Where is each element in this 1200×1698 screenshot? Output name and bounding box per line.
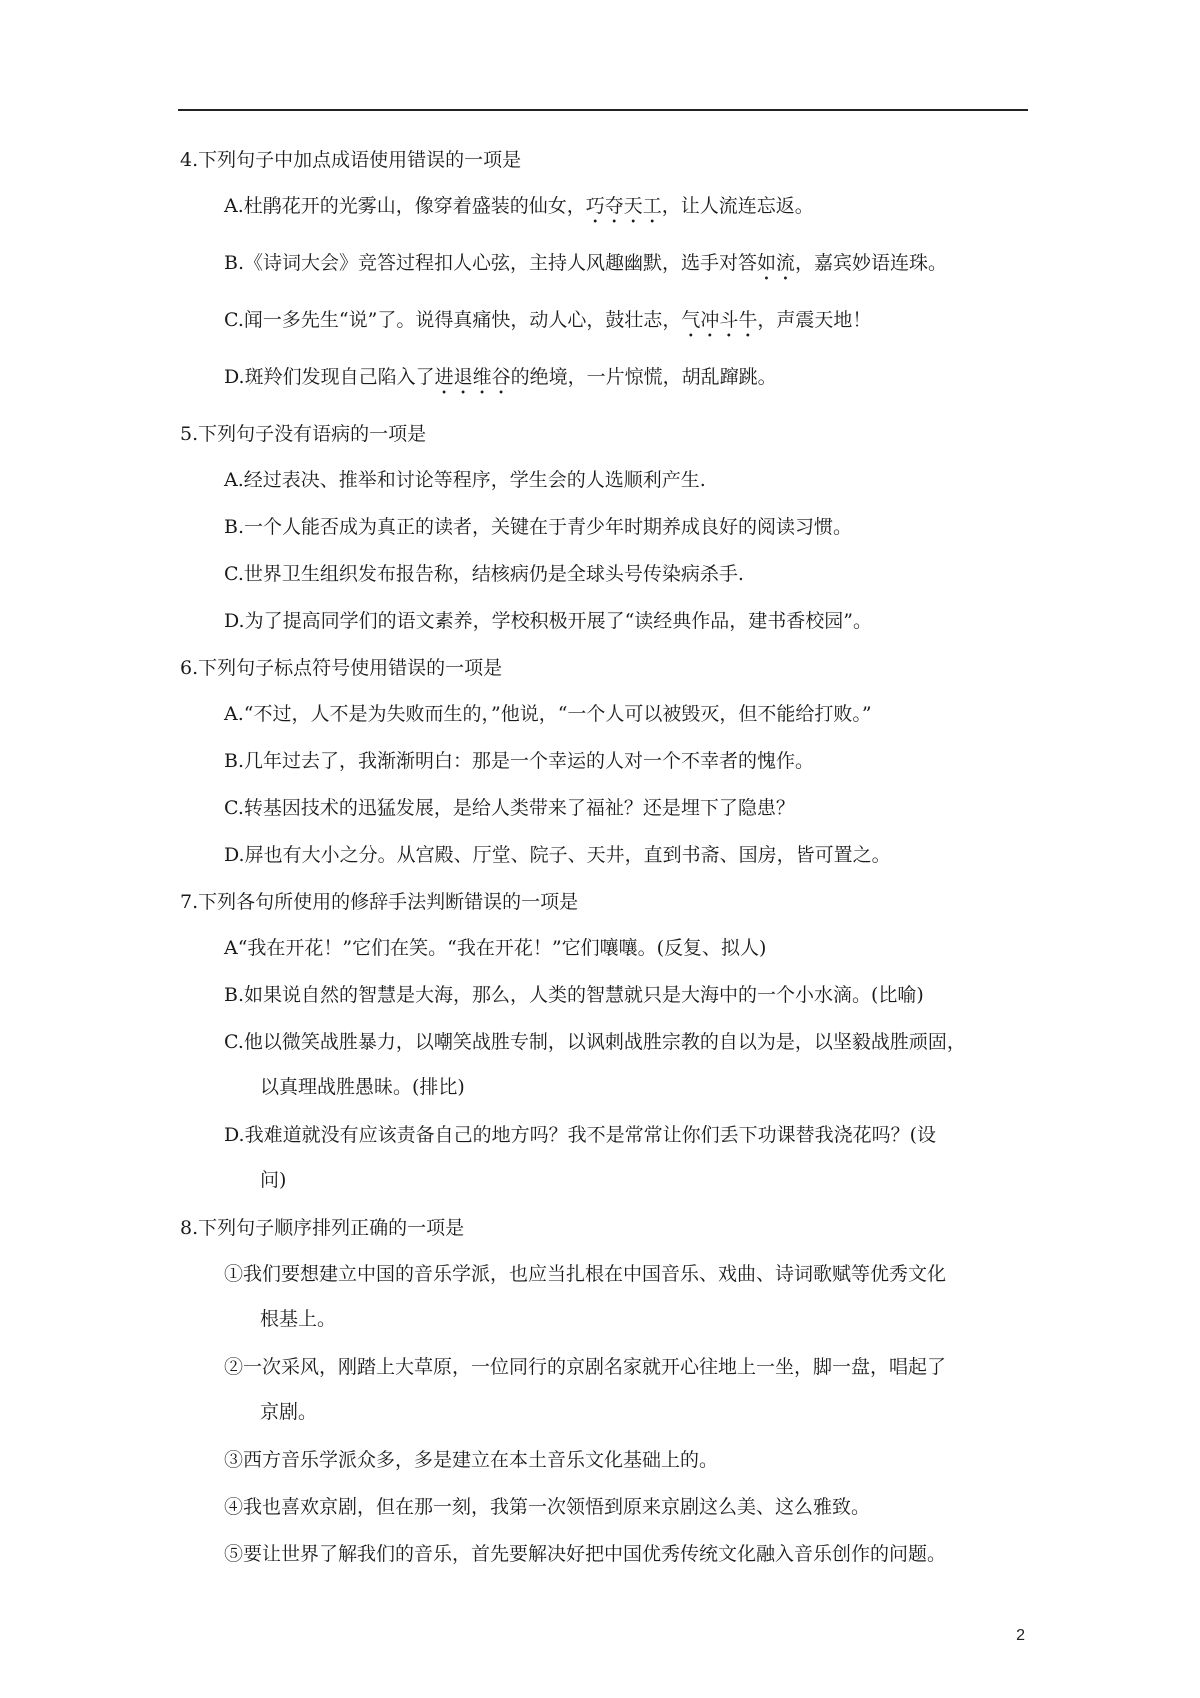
question-8-sentence-1: ①我们要想建立中国的音乐学派，也应当扎根在中国音乐、戏曲、诗词歌赋等优秀文化 xyxy=(224,1263,947,1285)
question-8-sentence-4: ④我也喜欢京剧，但在那一刻，我第一次领悟到原来京剧这么美、这么雅致。 xyxy=(224,1496,871,1518)
question-7-option-c: C.他以微笑战胜暴力，以嘲笑战胜专制，以讽刺战胜宗教的自以为是，以坚毅战胜顽固， xyxy=(224,1031,966,1053)
question-7-option-d-continued: 问) xyxy=(260,1169,287,1191)
question-8-sentence-3: ③西方音乐学派众多，多是建立在本土音乐文化基础上的。 xyxy=(224,1449,719,1471)
question-page xyxy=(180,148,1040,1589)
question-6-option-c: C.转基因技术的迅猛发展，是给人类带来了福祉？还是埋下了隐患？ xyxy=(224,797,795,819)
dotted-idiom: 如流 xyxy=(757,252,796,274)
question-5-option-b: B.一个人能否成为真正的读者，关键在于青少年时期养成良好的阅读习惯。 xyxy=(224,516,853,538)
question-5-title: 5.下列句子没有语病的一项是 xyxy=(180,423,427,445)
option-text: ，让人流连忘返。 xyxy=(661,195,814,217)
question-7-title: 7.下列各句所使用的修辞手法判断错误的一项是 xyxy=(180,891,579,913)
question-8-title: 8.下列句子顺序排列正确的一项是 xyxy=(180,1217,465,1239)
option-text: ，声震天地！ xyxy=(757,309,872,331)
question-6-title: 6.下列句子标点符号使用错误的一项是 xyxy=(180,657,503,679)
dotted-idiom: 进退维谷 xyxy=(434,366,511,388)
question-5-option-c: C.世界卫生组织发布报告称，结核病仍是全球头号传染病杀手. xyxy=(224,563,744,585)
option-text: A.杜鹃花开的光雾山，像穿着盛装的仙女， xyxy=(224,195,586,217)
option-text: C.闻一多先生“说”了。说得真痛快，动人心，鼓壮志， xyxy=(224,309,682,331)
option-text: ，嘉宾妙语连珠。 xyxy=(795,252,948,274)
page-number: 2 xyxy=(1016,1627,1025,1644)
option-text: B.《诗词大会》竞答过程扣人心弦，主持人风趣幽默，选手对答 xyxy=(224,252,758,274)
question-6-option-b: B.几年过去了，我渐渐明白：那是一个幸运的人对一个不幸者的愧作。 xyxy=(224,750,815,772)
question-5-option-d: D.为了提高同学们的语文素养，学校积极开展了“读经典作品，建书香校园”。 xyxy=(224,610,873,632)
question-4-title: 4.下列句子中加点成语使用错误的一项是 xyxy=(180,149,522,171)
option-text: 的绝境，一片惊慌，胡乱蹿跳。 xyxy=(510,366,777,388)
dotted-idiom: 气冲斗牛 xyxy=(681,309,758,331)
dotted-idiom: 巧夺天工 xyxy=(585,195,662,217)
question-5-option-a: A.经过表决、推举和讨论等程序，学生会的人选顺利产生. xyxy=(224,469,706,491)
question-8-sentence-2-continued: 京剧。 xyxy=(260,1401,318,1423)
question-7-option-c-continued: 以真理战胜愚昧。(排比) xyxy=(260,1076,465,1098)
question-7-option-a: A“我在开花！”它们在笑。“我在开花！”它们嚷嚷。(反复、拟人) xyxy=(224,937,767,959)
option-text: D.斑羚们发现自己陷入了 xyxy=(224,366,435,388)
question-8-sentence-5: ⑤要让世界了解我们的音乐，首先要解决好把中国优秀传统文化融入音乐创作的问题。 xyxy=(224,1543,947,1565)
question-7-option-b: B.如果说自然的智慧是大海，那么，人类的智慧就只是大海中的一个小水滴。(比喻) xyxy=(224,984,924,1006)
question-4-option-b xyxy=(224,251,1040,285)
question-4-option-c xyxy=(224,308,1040,342)
question-8-sentence-2: ②一次采风，刚踏上大草原，一位同行的京剧名家就开心往地上一坐，脚一盘，唱起了 xyxy=(224,1356,947,1378)
question-6-option-d: D.屏也有大小之分。从宫殿、厅堂、院子、天井，直到书斋、国房，皆可置之。 xyxy=(224,844,891,866)
question-8-sentence-1-continued: 根基上。 xyxy=(260,1308,337,1330)
question-4-option-d xyxy=(224,365,1040,399)
question-4-option-a xyxy=(224,194,1040,228)
header-rule xyxy=(178,109,1028,111)
question-6-option-a: A.“不过，人不是为失败而生的，”他说，“一个人可以被毁灭，但不能给打败。” xyxy=(224,703,872,725)
question-7-option-d: D.我难道就没有应该责备自己的地方吗？我不是常常让你们丢下功课替我浇花吗？(设 xyxy=(224,1124,937,1146)
